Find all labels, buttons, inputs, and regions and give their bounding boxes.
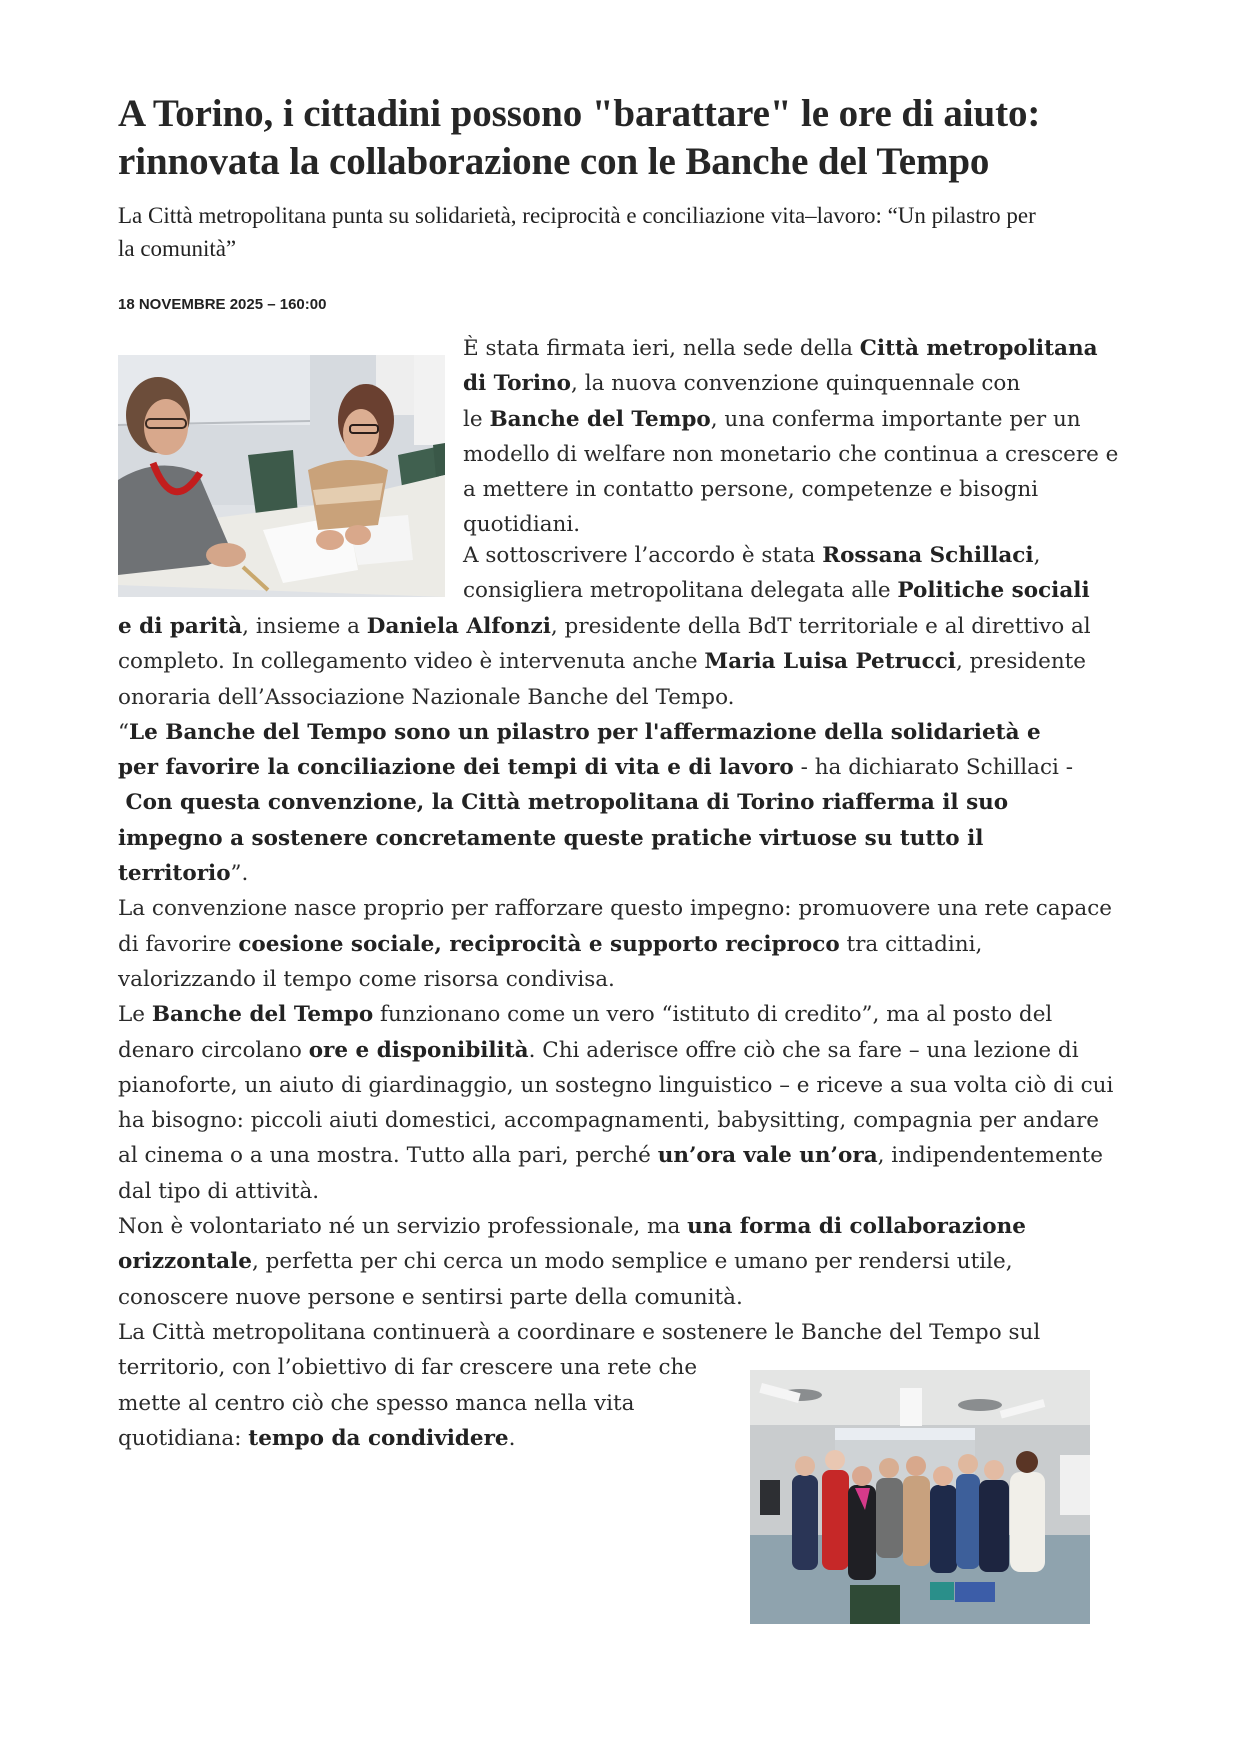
- text-run: “: [118, 719, 129, 745]
- text-line: dal tipo di attività.: [118, 1178, 320, 1204]
- bold-run: Le Banche del Tempo sono un pilastro per l'affermazione della solidarietà e: [129, 719, 1041, 745]
- text-run: Non è volontariato né un servizio professionale, ma: [118, 1214, 688, 1240]
- photo-signing-agreement-icon: [118, 355, 445, 597]
- paragraph-2: [463, 538, 1090, 609]
- text-run: , perfetta per chi cerca un modo semplice e umano per rendersi utile,: [251, 1249, 1013, 1275]
- text-line: La Città metropolitana continuerà a coordinare e sostenere le Banche del Tempo sul: [118, 1319, 1041, 1345]
- bold-run: Con questa convenzione, la Città metropolitana di Torino riafferma il suo: [118, 790, 1009, 816]
- bold-run: un’ora vale un’ora: [657, 1143, 878, 1169]
- text-run: , una conferma importante per un: [710, 406, 1081, 432]
- bold-run: Daniela Alfonzi: [366, 614, 551, 639]
- text-line: [118, 997, 1113, 1032]
- text-line: La convenzione nasce proprio per rafforzare questo impegno: promuovere una rete capace: [118, 896, 1112, 922]
- quote-line: [118, 821, 1113, 856]
- bold-run: impegno a sostenere concretamente queste pratiche virtuose su tutto il: [118, 825, 984, 851]
- text-line: [118, 644, 1113, 679]
- text-run: funzionano come un vero “istituto di credito”, ma al posto del: [373, 1002, 1053, 1028]
- text-line: [118, 927, 1113, 962]
- article-subtitle: [118, 199, 1128, 265]
- text-run: È stata firmata ieri, nella sede della: [463, 336, 860, 361]
- text-run: tra cittadini,: [839, 931, 983, 957]
- text-line: a mettere in contatto persone, competenze e bisogni: [463, 477, 1039, 503]
- text-line: [463, 573, 1090, 608]
- bold-run: Città metropolitana: [859, 336, 1098, 361]
- title-line: A Torino, i cittadini possono "barattare" le ore di aiuto:: [118, 92, 1041, 135]
- bold-run: Maria Luisa Petrucci: [704, 649, 956, 675]
- text-run: , indipendentemente: [877, 1143, 1104, 1169]
- text-line: ha bisogno: piccoli aiuti domestici, accompagnamenti, babysitting, compagnia per andare: [118, 1108, 1100, 1134]
- bold-run: una forma di collaborazione: [687, 1214, 1026, 1240]
- text-line: [118, 1209, 1113, 1244]
- bold-run: Rossana Schillaci: [822, 543, 1034, 568]
- title-line: rinnovata la collaborazione con le Banche del Tempo: [118, 140, 990, 183]
- text-run: completo. In collegamento video è intervenuta anche: [118, 649, 705, 675]
- text-line: modello di welfare non monetario che continua a crescere e: [463, 441, 1119, 467]
- text-line: [118, 1244, 1113, 1279]
- subtitle-line: la comunità”: [118, 236, 237, 261]
- text-run: Le: [118, 1002, 152, 1028]
- quote-line: [118, 856, 1113, 891]
- text-line: [463, 538, 1090, 573]
- text-line: valorizzando il tempo come risorsa condivisa.: [118, 966, 615, 992]
- text-run: ”.: [230, 861, 249, 887]
- text-run: - ha dichiarato Schillaci -: [793, 755, 1074, 781]
- text-run: consigliera metropolitana delegata alle: [463, 578, 898, 604]
- text-run: , presidente della BdT territoriale e al direttivo al: [550, 614, 1091, 639]
- text-run: . Chi aderisce offre ciò che sa fare – una lezione di: [528, 1037, 1079, 1063]
- text-line: pianoforte, un aiuto di giardinaggio, un sostegno linguistico – e riceve a sua volta ciò di cui: [118, 1072, 1114, 1098]
- bold-run: coesione sociale, reciprocità e supporto reciproco: [238, 931, 840, 957]
- text-line: territorio, con l’obiettivo di far crescere una rete che: [118, 1355, 698, 1381]
- bold-run: Banche del Tempo: [151, 1002, 374, 1028]
- text-run: ,: [1033, 543, 1041, 568]
- text-line: [463, 366, 1118, 401]
- bold-run: e di parità: [118, 614, 243, 639]
- text-line: [118, 609, 1113, 644]
- text-line: [463, 402, 1118, 437]
- bold-run: ore e disponibilità: [308, 1037, 529, 1063]
- paragraph-1: [463, 331, 1118, 543]
- article-date: 18 NOVEMBRE 2025 – 160:00: [118, 296, 327, 313]
- quote-line: [118, 785, 1113, 820]
- quote-line: [118, 750, 1113, 785]
- quote-line: [118, 715, 1113, 750]
- paragraph-2-continued: [118, 609, 1113, 1456]
- text-run: al cinema o a una mostra. Tutto alla pari, perché: [118, 1143, 658, 1169]
- text-run: denaro circolano: [118, 1037, 309, 1063]
- bold-run: per favorire la conciliazione dei tempi di vita e di lavoro: [118, 755, 794, 781]
- photo-group-meeting: [750, 1370, 1090, 1624]
- bold-run: Politiche sociali: [897, 578, 1090, 604]
- article-title: [118, 90, 1128, 186]
- text-run: , presidente: [955, 649, 1087, 675]
- bold-run: orizzontale: [118, 1249, 252, 1275]
- text-run: quotidiana:: [118, 1425, 249, 1451]
- text-line: mette al centro ciò che spesso manca nella vita: [118, 1390, 635, 1416]
- text-line: onoraria dell’Associazione Nazionale Banche del Tempo.: [118, 684, 735, 710]
- text-run: le: [463, 406, 490, 432]
- text-line: [118, 1138, 1113, 1173]
- bold-run: Banche del Tempo: [489, 406, 711, 432]
- text-line: quotidiani.: [463, 512, 581, 538]
- photo-group-meeting-icon: [750, 1370, 1090, 1624]
- text-run: .: [508, 1425, 516, 1451]
- text-line: [463, 331, 1118, 366]
- text-line: conoscere nuove persone e sentirsi parte della comunità.: [118, 1284, 743, 1310]
- text-run: di favorire: [118, 931, 239, 957]
- text-run: , insieme a: [242, 614, 367, 639]
- text-run: A sottoscrivere l’accordo è stata: [463, 543, 823, 568]
- photo-signing-agreement: [118, 355, 445, 597]
- bold-run: territorio: [118, 861, 231, 887]
- subtitle-line: La Città metropolitana punta su solidarietà, reciprocità e conciliazione vita–lavoro: “Un pilastro per: [118, 203, 1036, 228]
- text-run: , la nuova convenzione quinquennale con: [571, 371, 1021, 397]
- bold-run: tempo da condividere: [248, 1425, 509, 1451]
- bold-run: di Torino: [463, 371, 572, 397]
- text-line: [118, 1033, 1113, 1068]
